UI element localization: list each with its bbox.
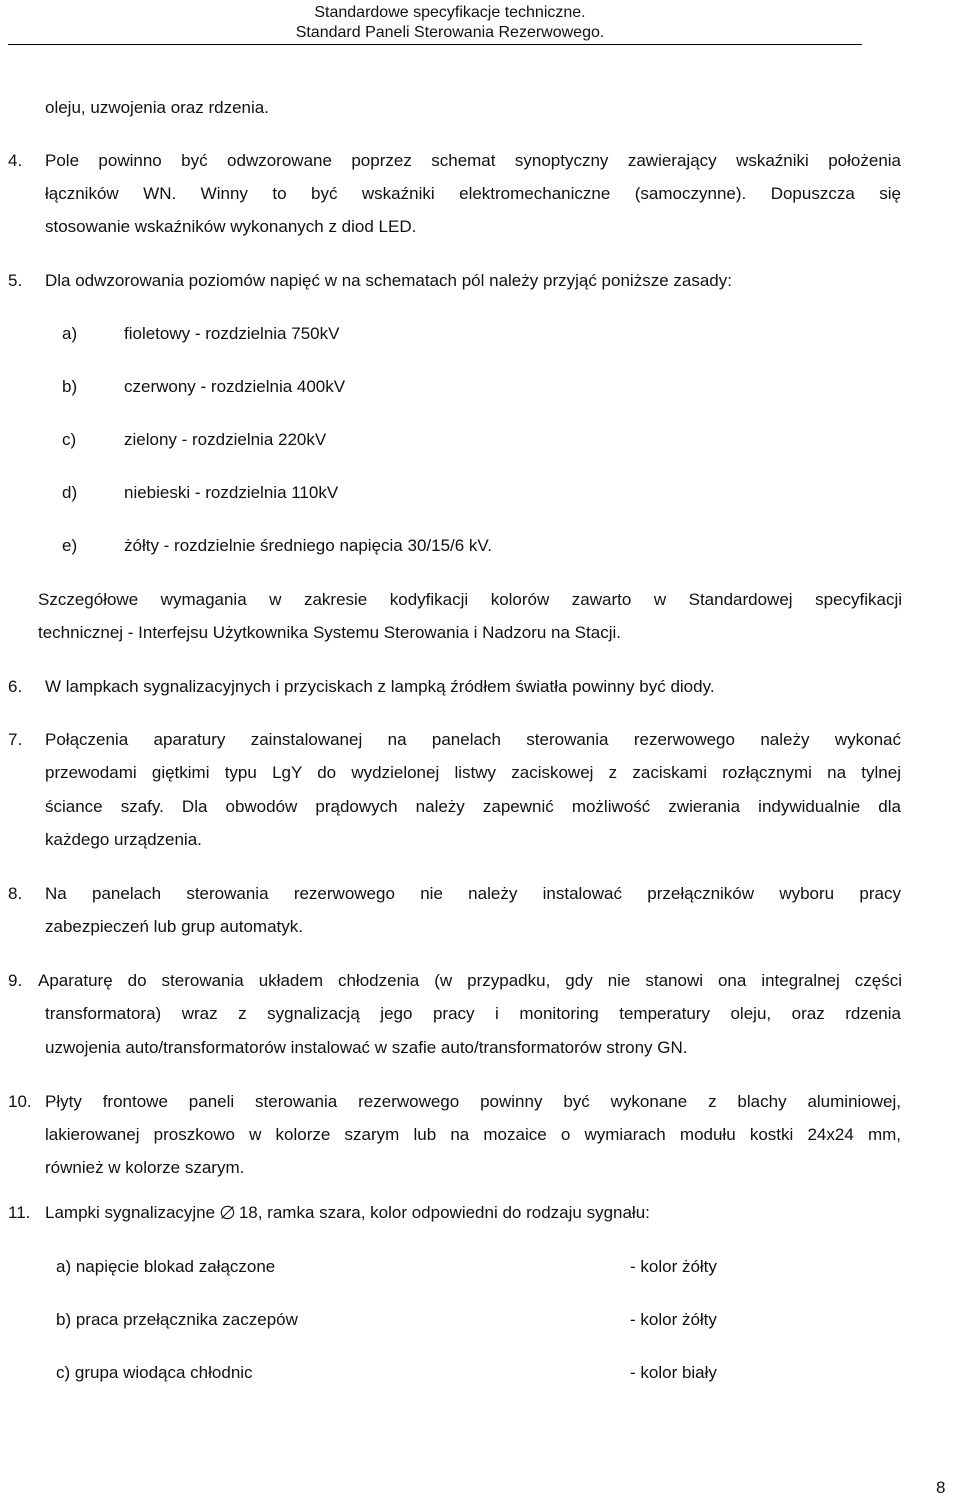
list-item-letter: e) xyxy=(62,536,78,555)
item-4-line-2: łączników WN. Winny to być wskaźniki elektromechaniczne (samoczynne). Dopuszcza się xyxy=(45,184,901,203)
item-6-number: 6. xyxy=(8,677,23,696)
signal-lamp-color: - kolor biały xyxy=(630,1363,717,1382)
item-4-line-3: stosowanie wskaźników wykonanych z diod LED. xyxy=(45,217,417,236)
item-7-line-1: Połączenia aparatury zainstalowanej na panelach sterowania rezerwowego należy wykonać xyxy=(45,730,901,749)
item-10-number: 10. xyxy=(8,1092,32,1111)
diameter-symbol-icon xyxy=(220,1205,235,1220)
item-9-line-3: uzwojenia auto/transformatorów instalować w szafie auto/transformatorów strony GN. xyxy=(45,1038,688,1057)
list-item-text: fioletowy - rozdzielnia 750kV xyxy=(124,324,340,343)
item-4-number: 4. xyxy=(8,151,23,170)
item-7-line-2: przewodami giętkimi typu LgY do wydzielonej listwy zaciskowej z zaciskami rozłącznymi na tylnej xyxy=(45,763,901,782)
item-4-line-1: Pole powinno być odwzorowane poprzez schemat synoptyczny zawierający wskaźniki położenia xyxy=(45,151,901,170)
signal-lamp-label: b) praca przełącznika zaczepów xyxy=(56,1310,298,1329)
page-number: 8 xyxy=(936,1478,946,1497)
signal-lamp-label: c) grupa wiodąca chłodnic xyxy=(56,1363,253,1382)
item-8-line-2: zabezpieczeń lub grup automatyk. xyxy=(45,917,303,936)
item-11-text-after: 18, ramka szara, kolor odpowiedni do rodzaju sygnału: xyxy=(238,1203,650,1222)
continuation-line: oleju, uzwojenia oraz rdzenia. xyxy=(45,98,269,117)
signal-lamp-color: - kolor żółty xyxy=(630,1310,717,1329)
list-item-letter: c) xyxy=(62,430,77,449)
item-6-text: W lampkach sygnalizacyjnych i przyciskach z lampką źródłem światła powinny być diody. xyxy=(45,677,715,696)
list-item-letter: d) xyxy=(62,483,78,502)
item-7-line-3: ściance szafy. Dla obwodów prądowych należy zapewnić możliwość zwierania indywidualnie dla xyxy=(45,797,901,816)
item-5-number: 5. xyxy=(8,271,23,290)
item-7-line-4: każdego urządzenia. xyxy=(45,830,202,849)
list-item-letter: a) xyxy=(62,324,78,343)
item-11-number: 11. xyxy=(8,1203,31,1222)
signal-lamp-color: - kolor żółty xyxy=(630,1257,717,1276)
item-9-number: 9. xyxy=(8,971,23,990)
header-rule xyxy=(8,44,862,45)
list-item-letter: b) xyxy=(62,377,78,396)
item-5-text: Dla odwzorowania poziomów napięć w na schematach pól należy przyjąć poniższe zasady: xyxy=(45,271,732,290)
item-10-line-2: lakierowanej proszkowo w kolorze szarym lub na mozaice o wymiarach modułu kostki 24x24 mm, xyxy=(45,1125,901,1144)
item-8-line-1: Na panelach sterowania rezerwowego nie należy instalować przełączników wyboru pracy xyxy=(45,884,901,903)
header-title: Standardowe specyfikacje techniczne. xyxy=(314,4,586,21)
item-5-note-line-2: technicznej - Interfejsu Użytkownika Systemu Sterowania i Nadzoru na Stacji. xyxy=(38,623,621,642)
signal-lamp-label: a) napięcie blokad załączone xyxy=(56,1257,276,1276)
list-item-text: czerwony - rozdzielnia 400kV xyxy=(124,377,346,396)
list-item-text: żółty - rozdzielnie średniego napięcia 30/15/6 kV. xyxy=(124,536,492,555)
item-9-line-1: Aparaturę do sterowania układem chłodzenia (w przypadku, gdy nie stanowi ona integralnej części xyxy=(38,971,902,990)
list-item-text: niebieski - rozdzielnia 110kV xyxy=(124,483,339,502)
item-5-note-line-1: Szczegółowe wymagania w zakresie kodyfikacji kolorów zawarto w Standardowej specyfikacji xyxy=(38,590,902,609)
item-7-number: 7. xyxy=(8,730,23,749)
header-subtitle: Standard Paneli Sterowania Rezerwowego. xyxy=(295,24,605,41)
item-9-line-2: transformatora) wraz z sygnalizacją jego pracy i monitoring temperatury oleju, oraz rdzenia xyxy=(45,1004,901,1023)
item-8-number: 8. xyxy=(8,884,23,903)
item-11-text-before: Lampki sygnalizacyjne xyxy=(45,1203,216,1222)
item-11-text xyxy=(45,1202,650,1224)
item-10-line-1: Płyty frontowe paneli sterowania rezerwowego powinny być wykonane z blachy aluminiowej, xyxy=(45,1092,901,1111)
item-10-line-3: również w kolorze szarym. xyxy=(45,1158,245,1177)
list-item-text: zielony - rozdzielnia 220kV xyxy=(124,430,327,449)
